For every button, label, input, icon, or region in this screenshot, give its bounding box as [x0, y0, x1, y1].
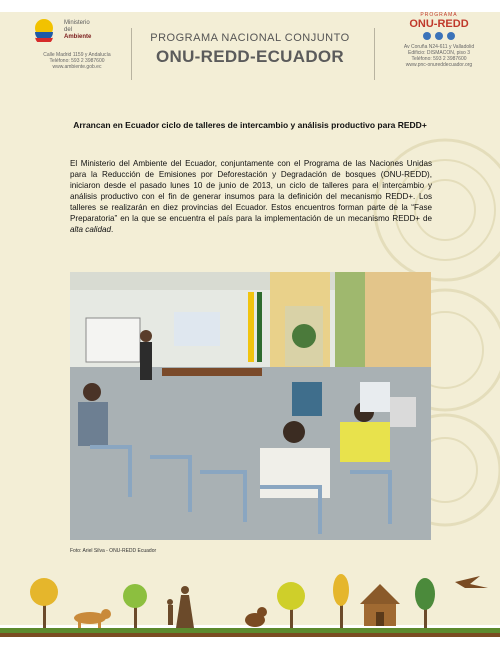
onu-redd-block — [393, 12, 485, 68]
program-title-line2: ONU-REDD-ECUADOR — [155, 47, 344, 66]
hut-icon — [360, 584, 400, 626]
tree-icon — [123, 584, 147, 628]
tree-icon — [415, 578, 435, 628]
photo-caption: Foto: Ariel Silva - ONU-REDD Ecuador — [70, 548, 157, 554]
article-body: El Ministerio del Ambiente del Ecuador, conjuntamente con el Programa de las Naciones Unidas para la Reducción de Emisiones por Deforestación y Degradación de bosques (ONU-REDD), iniciaron desde el pasado lunes 10 de junio de 2013, un ciclo de talleres para el intercambio y análisis productivo con el fin de generar insumos para la definición del mecanismo REDD+. Los talleres se realizarán en diez provincias del Ecuador. Estos encuentros forman parte de la “Fase Preparatoria” en la que se encuentra el país para la implementación de un mecanismo REDD+ de alta calidad. — [70, 159, 432, 234]
onu-address: Av Coruña N24-611 y Valladolid Edificio: DISMACON, piso 3 Teléfono: 593 2 3987600 www.pnc-onureddecuador.org — [403, 44, 475, 68]
footer-nature-illustration — [0, 570, 500, 647]
unep-logo-icon — [447, 32, 455, 40]
program-title — [140, 32, 360, 67]
workshop-photo — [70, 272, 431, 540]
undp-logo-icon — [435, 32, 443, 40]
article-title: Arrancan en Ecuador ciclo de talleres de intercambio y análisis productivo para REDD+ — [73, 120, 427, 130]
header-divider-right — [374, 28, 375, 80]
onu-redd-logo: ONU-REDD — [409, 18, 469, 30]
bird-icon — [455, 576, 488, 588]
people-icon — [167, 586, 194, 628]
ministry-logo-icon — [32, 18, 62, 42]
ministry-address: Calle Madrid 1159 y Andalucía Teléfono: 593 2 3987600 www.ambiente.gob.ec — [43, 52, 111, 70]
letterhead — [0, 12, 500, 90]
tree-icon — [333, 574, 349, 628]
onu-program-label: PROGRAMA — [420, 12, 458, 18]
tree-icon — [277, 582, 305, 628]
top-margin — [0, 0, 500, 12]
fao-logo-icon — [423, 32, 431, 40]
ministry-name: Ministerio del Ambiente — [64, 20, 92, 40]
un-agency-logos — [393, 32, 485, 40]
header-divider-left — [131, 28, 132, 80]
tree-icon — [30, 578, 58, 628]
program-title-line1: PROGRAMA NACIONAL CONJUNTO — [150, 32, 350, 44]
monkey-icon — [245, 607, 267, 627]
